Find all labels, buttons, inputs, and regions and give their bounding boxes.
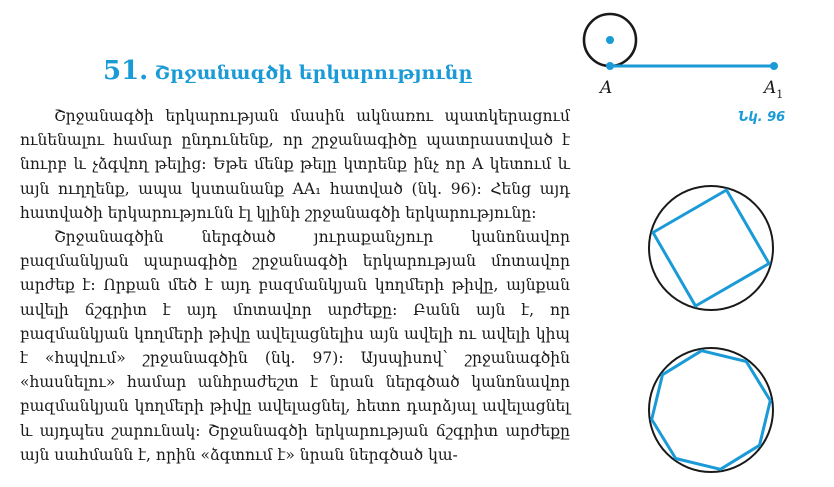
body-text: [20, 104, 570, 467]
point-a1-dot: [770, 62, 778, 70]
inscribed-octagon: [652, 351, 771, 470]
circle-with-octagon: [649, 348, 773, 472]
section-number: 51.: [103, 56, 149, 86]
inscribed-square: [653, 190, 769, 306]
paragraph-1: Շրջանագծի երկարության մասին ակնառու պատկերացում ունենալու համար ընդունենք, որ շրջանագիծը պատրաստված է նուրբ և չձգվող թելից: Եթե մենք թելը կտրենք ինչ որ A կետում և այն ուղղենք, ապա կստանանք AA₁ հատված (նկ. 96): Հենց այդ հատվածի երկարությունն էլ կլինի շրջանագծի երկարությունը:: [20, 107, 570, 222]
section-heading: [103, 56, 472, 86]
figure-97-square: [638, 175, 784, 321]
section-title: Շրջանագծի երկարությունը: [154, 62, 473, 84]
circle-center-dot: [606, 36, 614, 44]
label-point-a: A: [600, 78, 613, 98]
figure-96-caption: Նկ. 96: [738, 110, 786, 125]
figure-96: [570, 0, 834, 135]
label-point-a1: $A_1$: [764, 78, 784, 101]
circle-with-square: [649, 186, 773, 310]
point-a-dot: [606, 62, 614, 70]
paragraph-2: Շրջանագծին ներգծած յուրաքանչյուր կանոնավոր բազմանկյան պարագիծը շրջանագծի երկարության մոտավոր արժեք է: Որքան մեծ է այդ բազմանկյան կողմերի թիվը, այնքան ավելի ճշգրիտ է այդ մոտավոր արժեքը: Բանն այն է, որ բազմանկյան կողմերի թիվը ավելացնելիս այն ավելի ու ավելի կիպ է «հպվում» շրջանագծին (նկ. 97): Այսպիսով՝ շրջանագծին «հասնելու» համար անհրաժեշտ է նրան ներգծած կանոնավոր բազմանկյան կողմերի թիվը ավելացնել, հետո դարձյալ ավելացնել և այդպես շարունակ: Շրջանագծի երկարության ճշգրիտ արժեքը այն սահմանն է, որին «ձգտում է» նրան ներգծած կա-: [20, 228, 570, 464]
figure-97-octagon: [638, 337, 784, 483]
label-point-a1-subscript: 1: [776, 88, 784, 101]
